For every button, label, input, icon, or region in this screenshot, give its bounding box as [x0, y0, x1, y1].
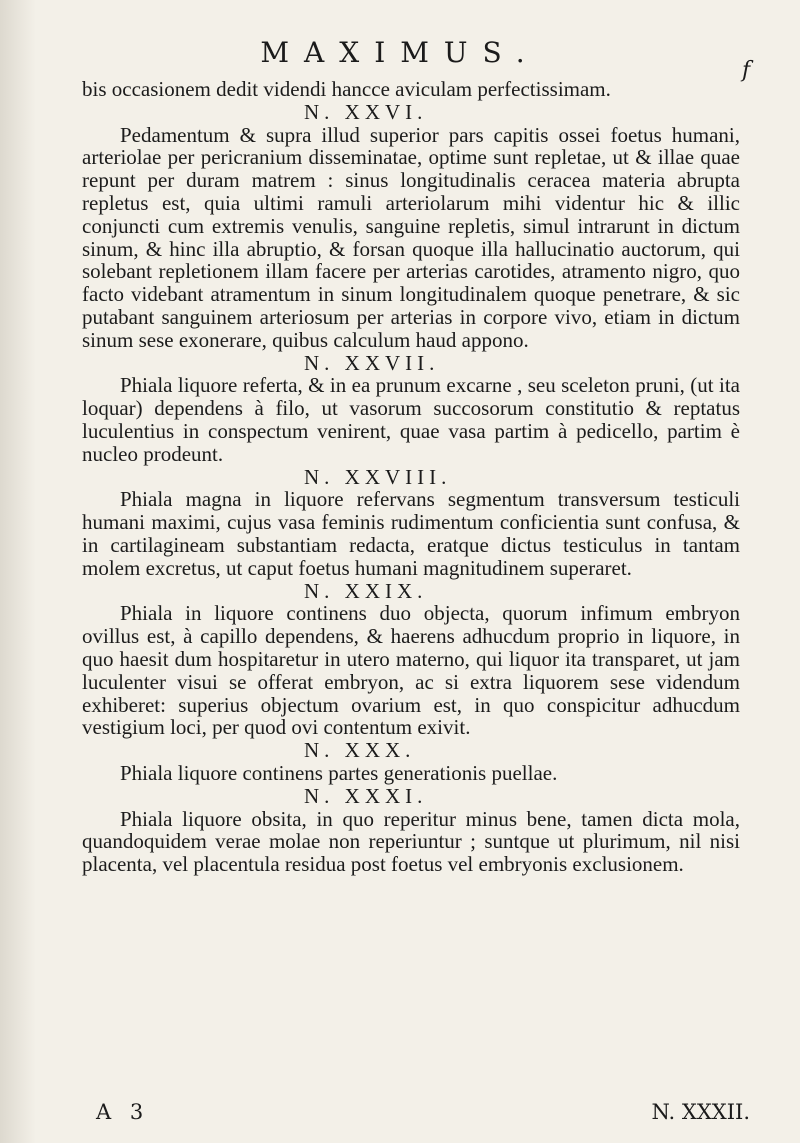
paragraph: Phiala magna in liquore refervans segmentum transversum testiculi humani maximi, cujus vasa feminis rudimentum conficientia sunt confusa, & in cartilagineam substantiam redacta, eratque dictus testiculus in tantam molem excretus, ut caput foetus humani magnitudinem superaret.	[82, 487, 740, 580]
body-text	[82, 78, 740, 876]
running-head: MAXIMUS.	[260, 36, 540, 69]
section-heading: N. XXIX.	[304, 578, 428, 603]
section-heading: N. XXVIII.	[304, 464, 452, 489]
paragraph: Pedamentum & supra illud superior pars capitis ossei foetus humani, arteriolae per pericranium disseminatae, optime sunt repletae, ut & illae quae repunt per duram matrem : sinus longitudinalis ceracea materia abrupta repletus est, quia ultimi ramuli arteriolarum mihi videntur hic & illic conjuncti cum extremis venulis, sanguine repletis, simul intrarunt in dictum sinum, & hinc illa abruptio, & forsan quoque illa hallucinatio auctorum, qui solebant repletionem illam facere per arterias carotides, atramento nigro, quo facto videbant atramentum in sinum longitudinalem quoque penetrare, & sic putabant sanguinem arteriosum per arterias in corpore vivo, etiam in dictum sinum sese exonerare, quibus calculum haud appono.	[82, 122, 740, 352]
section-heading: N. XXVI.	[304, 99, 428, 124]
section-heading: N. XXX.	[304, 738, 416, 763]
signature-mark-footer: A 3	[96, 1100, 150, 1124]
paragraph: Phiala in liquore continens duo objecta, quorum infimum embryon ovillus est, à capillo dependens, & haerens adhucdum proprio in liquore, in quo haesit dum hospitaretur in utero materno, qui liquor ita transparet, ut jam luculenter visui se offerat embryon, ac si extra liquorem sese videndum exhiberet: superius objectum ovarium est, in quo conspicitur adhucdum vestigium loci, per quod ovi contentum exivit.	[82, 601, 740, 740]
paragraph-continuation: bis occasionem dedit videndi hancce aviculam perfectissimam.	[82, 77, 611, 101]
signature-mark: f	[742, 58, 751, 83]
paragraph: Phiala liquore continens partes generationis puellae.	[120, 760, 558, 785]
page-footer	[90, 1100, 750, 1128]
section-heading: N. XXVII.	[304, 350, 440, 375]
gutter-shadow	[0, 0, 36, 1143]
paragraph: Phiala liquore obsita, in quo reperitur minus bene, tamen dicta mola, quandoquidem verae molae non reperiuntur ; suntque ut plurimum, nil nisi placenta, vel placentula residua post foetus vel embryonis exclusionem.	[82, 806, 740, 877]
catchword: N. XXXII.	[651, 1100, 750, 1124]
section-heading: N. XXXI.	[304, 783, 428, 808]
paragraph: Phiala liquore referta, & in ea prunum excarne , seu sceleton pruni, (ut ita loquar) dependens à filo, ut vasorum succosorum constitutio & reptatus luculentius in conspectum venirent, quae vasa partim à pedicello, partim è nucleo prodeunt.	[82, 373, 740, 466]
